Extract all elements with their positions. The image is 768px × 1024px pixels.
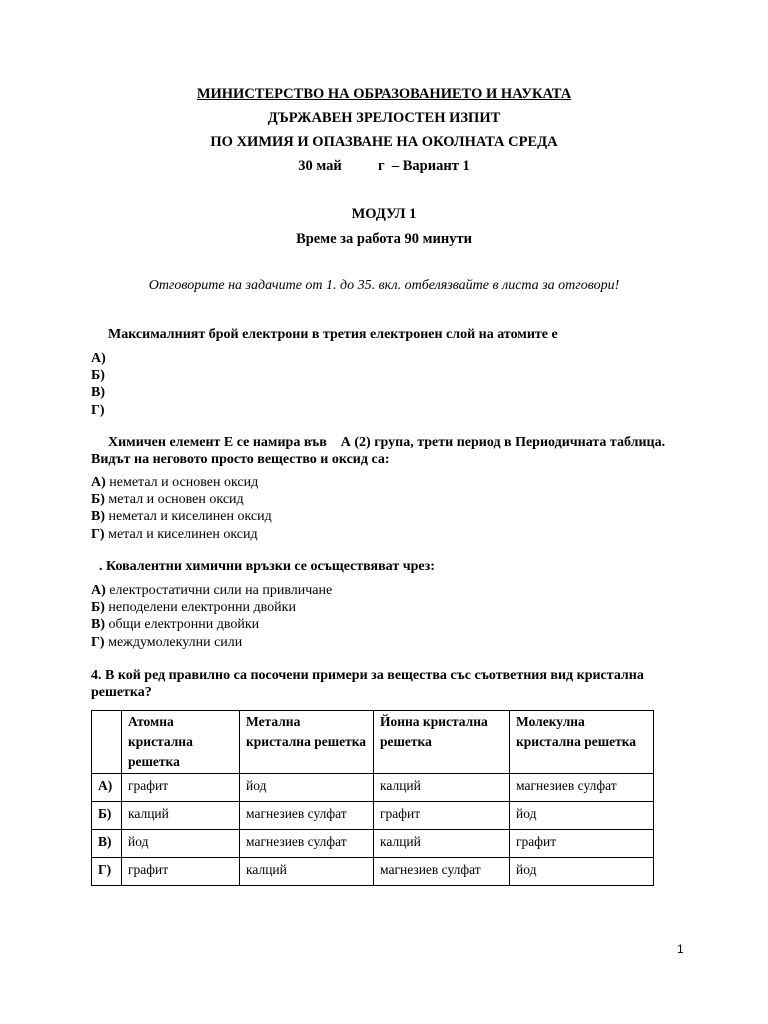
table-header-cell: Атомна кристална решетка (122, 711, 240, 774)
table-cell: йод (510, 802, 654, 830)
table-row (92, 802, 654, 830)
exam-title: ДЪРЖАВЕН ЗРЕЛОСТЕН ИЗПИТ (267, 110, 501, 126)
option: Г) междумолекулни сили (91, 634, 243, 650)
table-cell: графит (374, 802, 510, 830)
question-3-text: . Ковалентни химични връзки се осъществяват чрез: (99, 559, 435, 574)
option: Г) метал и киселинен оксид (91, 526, 258, 542)
page-number: 1 (677, 942, 684, 956)
table-row (92, 774, 654, 802)
table-cell: йод (122, 830, 240, 858)
table-row (92, 858, 654, 886)
table-row (92, 830, 654, 858)
option: В) общи електронни двойки (91, 617, 260, 633)
table-cell: Г) (92, 858, 122, 886)
option: А) (91, 351, 106, 366)
table-header-cell: Молекулна кристална решетка (510, 711, 654, 774)
table-cell: В) (92, 830, 122, 858)
table-cell: магнезиев сулфат (240, 830, 374, 858)
question-1-options (91, 350, 106, 419)
question-2-options (91, 474, 272, 543)
question-2-text: Химичен елемент Е се намира във А (2) група, трети период в Периодичната таблица. Видът на неговото просто вещество и оксид са: (91, 435, 669, 467)
option: А) неметал и основен оксид (91, 475, 259, 490)
table-cell: Б) (92, 802, 122, 830)
table-cell: графит (122, 774, 240, 802)
option: А) електростатични сили на привличане (91, 583, 333, 598)
table-header-row (92, 711, 654, 774)
question-3-options (91, 582, 332, 651)
table-header-cell: Метална кристална решетка (240, 711, 374, 774)
module-title: МОДУЛ 1 (351, 206, 417, 222)
question-1-text: Максималният брой електрони в третия електронен слой на атомите е (108, 327, 558, 342)
crystal-lattice-table (91, 710, 654, 886)
table-cell: графит (122, 858, 240, 886)
subject-title: ПО ХИМИЯ И ОПАЗВАНЕ НА ОКОЛНАТА СРЕДА (210, 134, 558, 150)
table-cell: магнезиев сулфат (374, 858, 510, 886)
table-cell: йод (510, 858, 654, 886)
option: В) (91, 385, 105, 401)
module-time: Време за работа 90 минути (296, 231, 472, 247)
ministry-title: МИНИСТЕРСТВО НА ОБРАЗОВАНИЕТО И НАУКАТА (196, 86, 572, 102)
option: Б) метал и основен оксид (91, 492, 244, 508)
instruction-text: Отговорите на задачите от 1. до 35. вкл. отбелязвайте в листа за отговори! (148, 278, 620, 293)
option: В) неметал и киселинен оксид (91, 509, 272, 525)
table-cell: магнезиев сулфат (510, 774, 654, 802)
table-cell: калций (240, 858, 374, 886)
table-cell: калций (374, 830, 510, 858)
table-cell: графит (510, 830, 654, 858)
question-4-text: 4. В кой ред правилно са посочени примери за вещества със съответния вид кристална решетка? (91, 668, 644, 700)
option: Б) неподелени електронни двойки (91, 600, 296, 616)
table-header-cell: Йонна кристална решетка (374, 711, 510, 774)
date-variant-line: 30 май г – Вариант 1 (298, 158, 470, 174)
option: Г) (91, 402, 105, 418)
table-cell: А) (92, 774, 122, 802)
table-cell: йод (240, 774, 374, 802)
option: Б) (91, 368, 105, 384)
table-cell: калций (374, 774, 510, 802)
table-header-cell (92, 711, 122, 774)
table-cell: калций (122, 802, 240, 830)
table-cell: магнезиев сулфат (240, 802, 374, 830)
